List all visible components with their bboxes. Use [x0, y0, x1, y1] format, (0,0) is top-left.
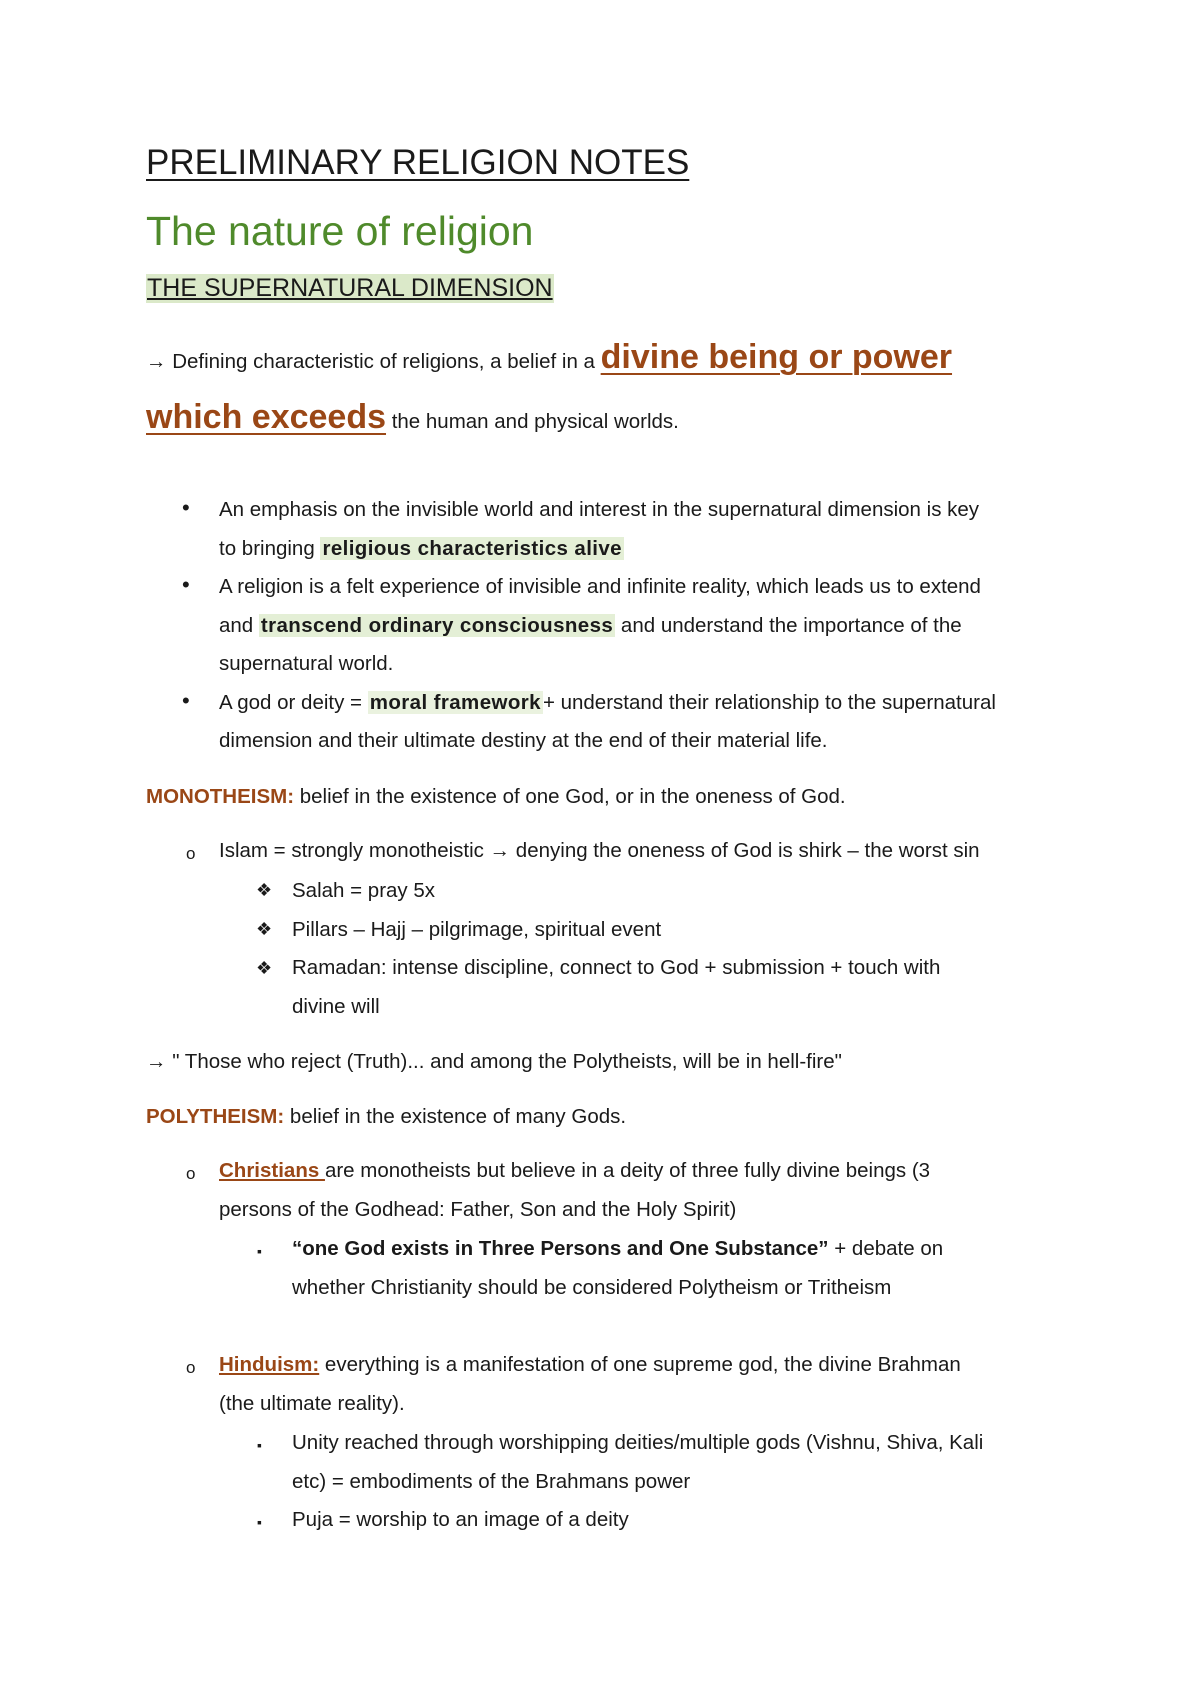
christians-sub-line-2: whether Christianity should be considered Polytheism or Tritheism [292, 1276, 892, 1299]
islam-item-3-cont: divine will [292, 995, 380, 1018]
hinduism-sub-1-line-1: Unity reached through worshipping deities/multiple gods (Vishnu, Shiva, Kali [292, 1431, 984, 1454]
diamond-bullet-icon: ❖ [256, 919, 273, 939]
arrow-icon: → [146, 350, 167, 373]
bullet-icon: • [182, 688, 190, 713]
bullet-2-line-2: and transcend ordinary consciousness and understand the importance of the [219, 614, 962, 637]
arrow-icon: → [146, 1050, 167, 1073]
quote-line: → " Those who reject (Truth)... and among the Polytheists, will be in hell-fire" [146, 1050, 842, 1073]
square-bullet-icon: ▪ [257, 1243, 262, 1259]
bullet-2-line-1: A religion is a felt experience of invisible and infinite reality, which leads us to extend [219, 575, 981, 598]
bullet-icon: • [182, 495, 190, 520]
circle-bullet-icon: o [186, 1164, 196, 1183]
polytheism-label: POLYTHEISM: [146, 1105, 285, 1128]
christians-line-2: persons of the Godhead: Father, Son and the Holy Spirit) [219, 1198, 737, 1221]
bullet-3-line-2: dimension and their ultimate destiny at the end of their material life. [219, 729, 828, 752]
intro-emphasis-2: which exceeds [146, 398, 387, 436]
intro-emphasis-1: divine being or power [600, 338, 953, 376]
bullet-1-line-1: An emphasis on the invisible world and interest in the supernatural dimension is key [219, 498, 980, 521]
section-heading: THE SUPERNATURAL DIMENSION [147, 274, 553, 302]
islam-line: Islam = strongly monotheistic → denying the oneness of God is shirk – the worst sin [219, 839, 980, 862]
hinduism-sub-1-line-2: etc) = embodiments of the Brahmans power [292, 1470, 691, 1493]
circle-bullet-icon: o [186, 844, 196, 863]
highlight-phrase: religious characteristics alive [322, 537, 622, 560]
square-bullet-icon: ▪ [257, 1437, 262, 1453]
bullet-2-line-3: supernatural world. [219, 652, 394, 675]
bullet-3-line-1: A god or deity = moral framework+ understand their relationship to the supernatural [219, 691, 996, 714]
hinduism-line-2: (the ultimate reality). [219, 1392, 405, 1415]
hinduism-sub-2: Puja = worship to an image of a deity [292, 1508, 629, 1531]
monotheism-definition: MONOTHEISM: belief in the existence of one God, or in the oneness of God. [146, 785, 846, 808]
intro-tail: the human and physical worlds. [386, 410, 679, 433]
arrow-icon: → [489, 839, 511, 862]
christians-sub-line-1: “one God exists in Three Persons and One Substance” + debate on [292, 1237, 944, 1260]
diamond-bullet-icon: ❖ [256, 880, 273, 900]
bullet-1-line-2: to bringing religious characteristics alive [219, 537, 622, 560]
christians-label: Christians [219, 1159, 325, 1182]
monotheism-label: MONOTHEISM: [146, 785, 295, 808]
intro-line-1 [146, 338, 952, 377]
hinduism-line-1: Hinduism: everything is a manifestation of one supreme god, the divine Brahman [219, 1353, 961, 1376]
page-subtitle: The nature of religion [146, 208, 534, 254]
hinduism-label: Hinduism: [219, 1353, 320, 1376]
intro-text: Defining characteristic of religions, a belief in a [172, 350, 601, 373]
polytheism-definition: POLYTHEISM: belief in the existence of many Gods. [146, 1105, 627, 1128]
christians-line-1: Christians are monotheists but believe in a deity of three fully divine beings (3 [219, 1159, 931, 1182]
square-bullet-icon: ▪ [257, 1514, 262, 1530]
islam-item-2: Pillars – Hajj – pilgrimage, spiritual event [292, 918, 662, 941]
highlight-phrase: transcend ordinary consciousness [260, 614, 614, 637]
circle-bullet-icon: o [186, 1358, 196, 1377]
highlight-phrase: moral framework [369, 691, 541, 714]
islam-item-1: Salah = pray 5x [292, 879, 436, 902]
page-title: PRELIMINARY RELIGION NOTES [146, 143, 690, 182]
bullet-icon: • [182, 572, 190, 597]
intro-line-2 [146, 398, 679, 437]
islam-item-3: Ramadan: intense discipline, connect to God + submission + touch with [292, 956, 941, 979]
diamond-bullet-icon: ❖ [256, 958, 273, 978]
